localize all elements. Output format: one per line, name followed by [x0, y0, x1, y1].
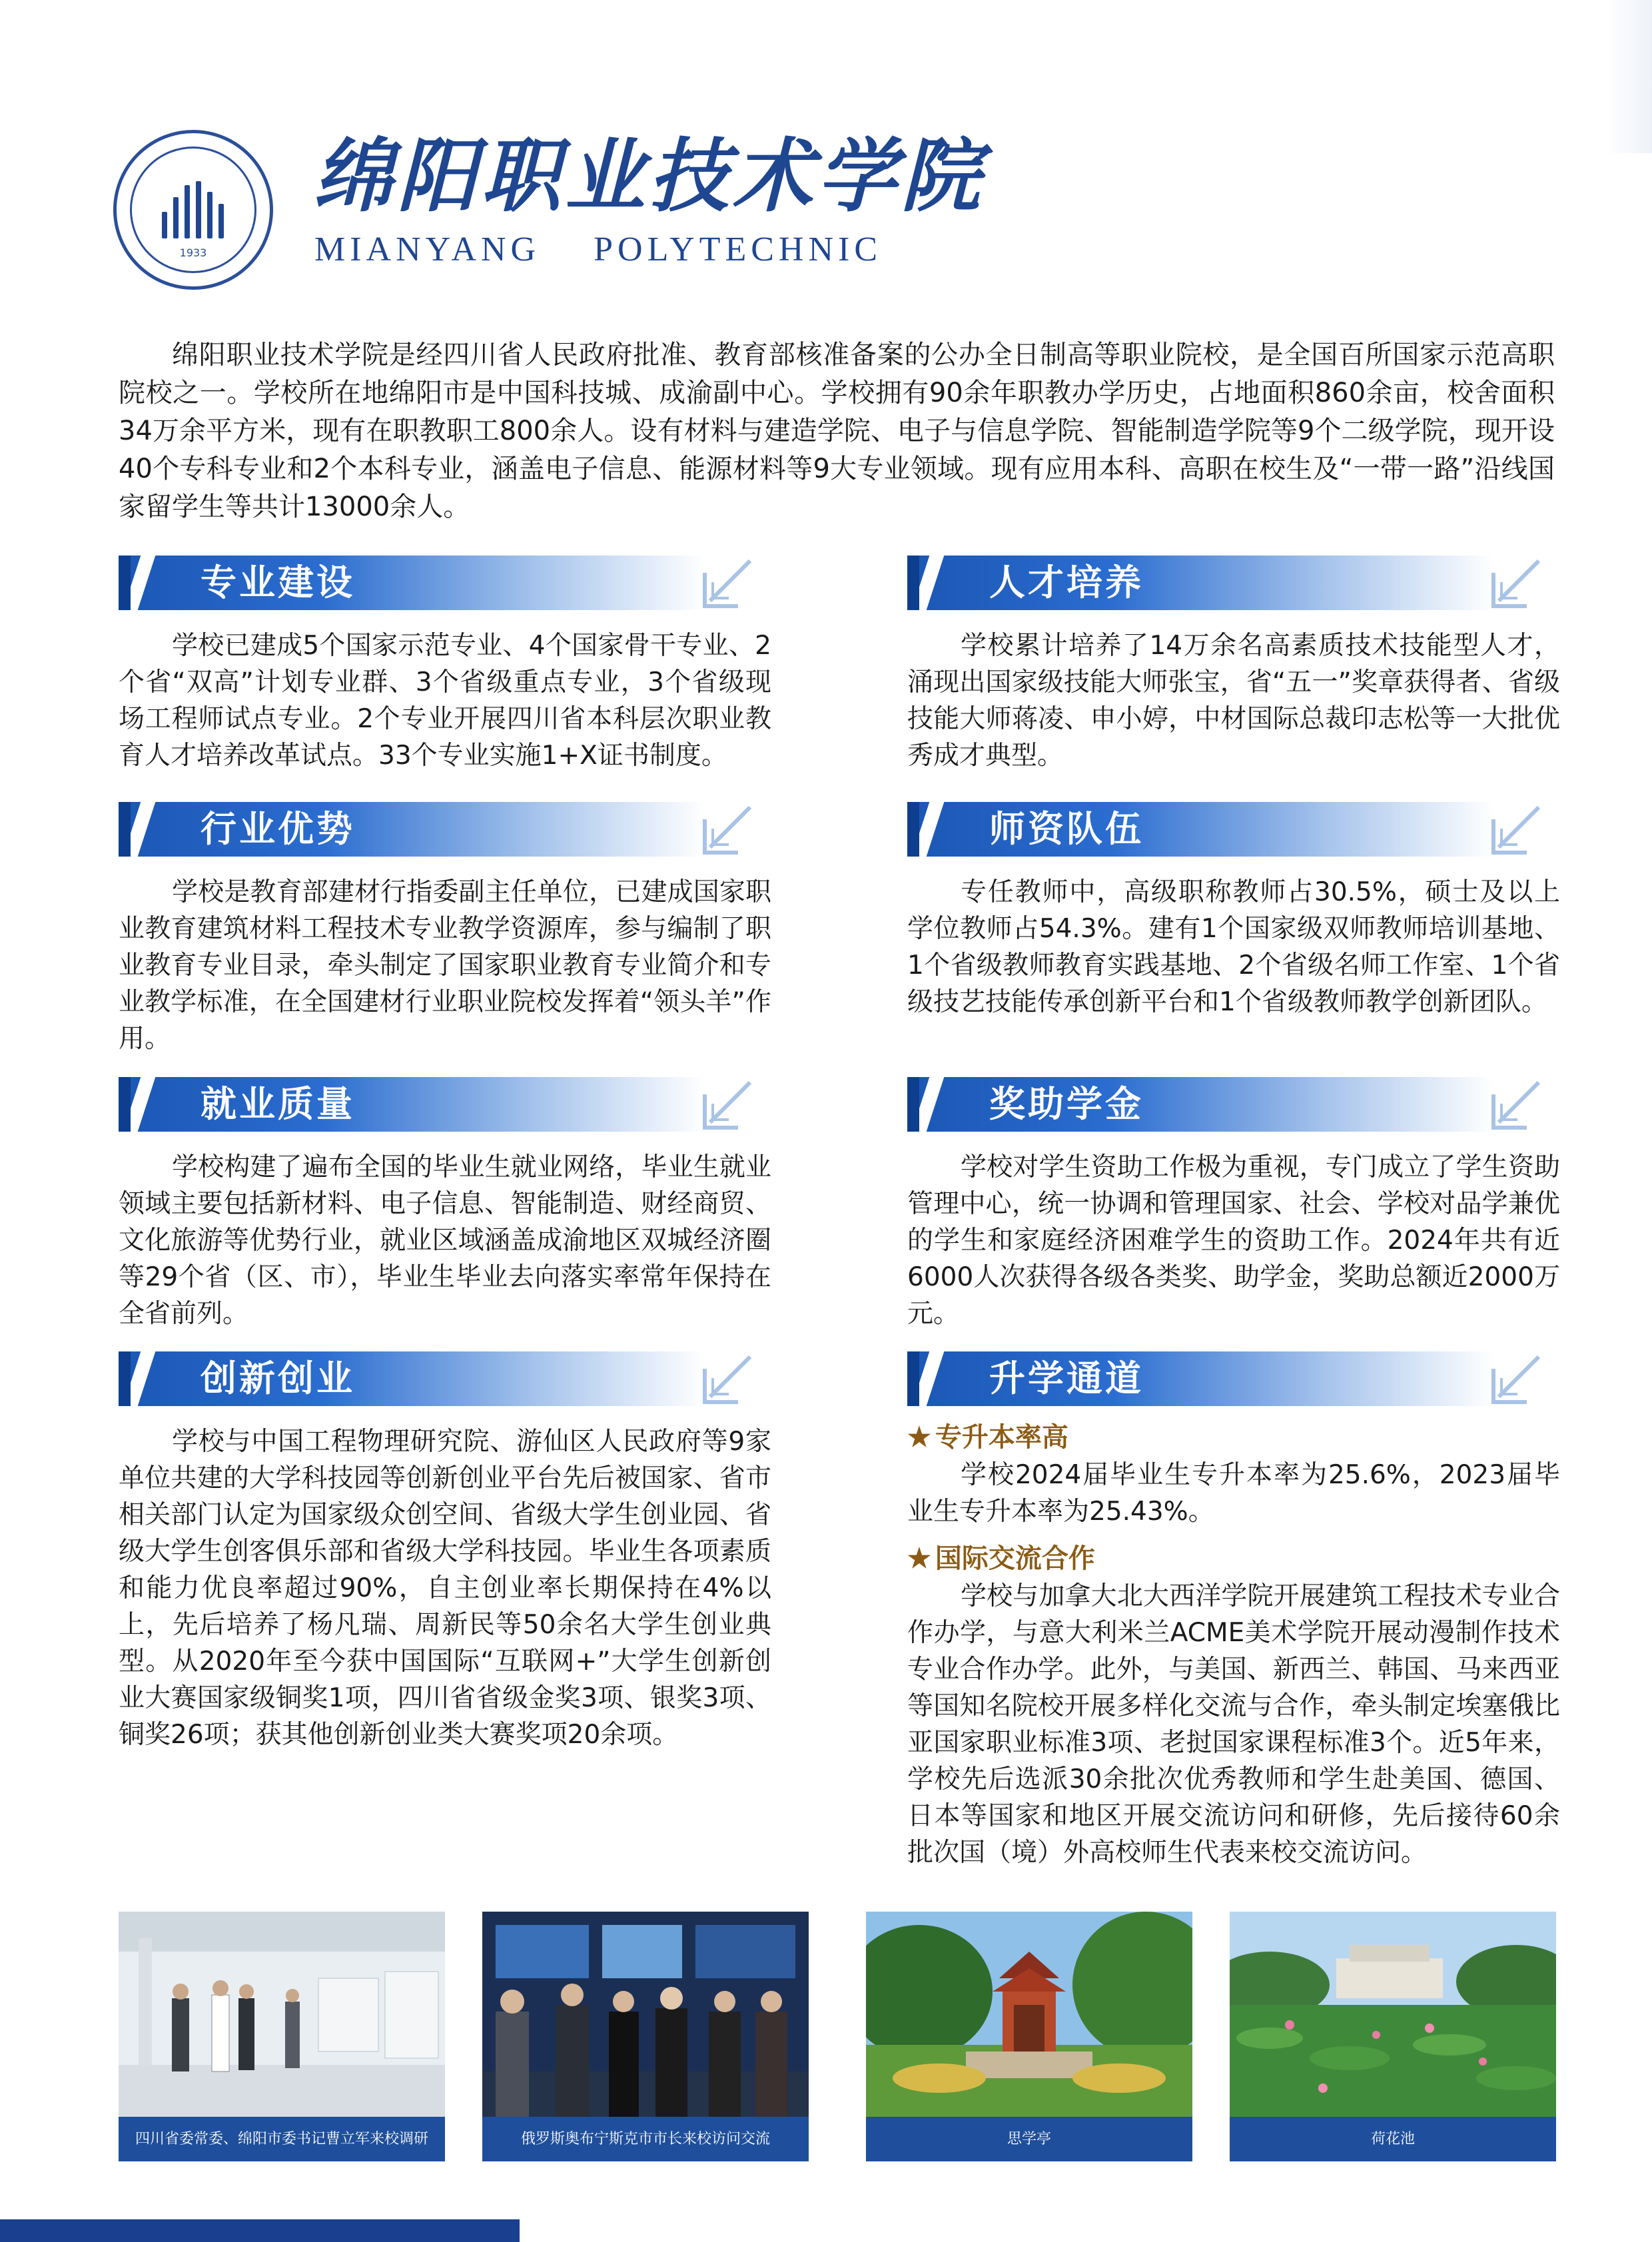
photo-card — [482, 1912, 809, 2161]
section-industry — [119, 799, 771, 1057]
photo-card — [119, 1912, 445, 2161]
section-body: 学校是教育部建材行指委副主任单位，已建成国家职业教育建筑材料工程技术专业教学资源库，参与编制了职业教育专业目录，牵头制定了国家职业教育专业简介和专业教学标准，在全国建材行业职业院校发挥着“领头羊”作用。 — [119, 877, 771, 1054]
section-header — [907, 1349, 1560, 1409]
section-header — [119, 553, 771, 613]
subsection-title-upgrade-rate — [907, 1419, 1560, 1455]
section-body: 学校构建了遍布全国的毕业生就业网络，毕业生就业领域主要包括新材料、电子信息、智能制造、财经商贸、文化旅游等优势行业，就业区域涵盖成渝地区双城经济圈等29个省（区、市），毕业生毕业去向落实率常年保持在全省前列。 — [119, 1152, 771, 1329]
subsection-title-text: 专升本率高 — [935, 1421, 1068, 1453]
section-header — [119, 1074, 771, 1134]
section-title: 师资队伍 — [989, 808, 1144, 850]
arrow-down-left-icon — [1487, 1074, 1547, 1134]
school-seal-logo — [113, 130, 273, 290]
section-specialty — [119, 553, 771, 774]
section-aid — [907, 1074, 1560, 1332]
section-header — [907, 553, 1560, 613]
section-innovation — [119, 1349, 771, 1753]
arrow-down-left-icon — [1487, 553, 1547, 613]
seal-bars-icon — [162, 181, 228, 238]
arrow-down-left-icon — [698, 553, 758, 613]
section-body: 学校与中国工程物理研究院、游仙区人民政府等9家单位共建的大学科技园等创新创业平台先后被国家、省市相关部门认定为国家级众创空间、省级大学生创业园、省级大学生创客俱乐部和省级大学科技园。毕业生各项素质和能力优良率超过90%，自主创业率长期保持在4%以上，先后培养了杨凡瑞、周新民等50余名大学生创业典型。从2020年至今获中国国际“互联网+”大学生创新创业大赛国家级铜奖1项，四川省省级金奖3项、银奖3项、铜奖26项；获其他创新创业类大赛奖项20余项。 — [119, 1427, 771, 1750]
subsection-title-text: 国际交流合作 — [935, 1543, 1095, 1574]
subsection-title-international — [907, 1541, 1560, 1577]
section-body: 专任教师中，高级职称教师占30.5%，硕士及以上学位教师占54.3%。建有1个国家级双师教师培训基地、1个省级教师教育实践基地、2个省级名师工作室、1个省级技艺技能传承创新平台和1个省级教师教学创新团队。 — [907, 877, 1560, 1017]
section-title: 奖助学金 — [989, 1083, 1144, 1125]
seal-year: 1933 — [179, 246, 207, 259]
arrow-down-left-icon — [698, 799, 758, 859]
section-advance — [907, 1349, 1560, 1871]
section-title: 人才培养 — [989, 561, 1144, 603]
arrow-down-left-icon — [698, 1349, 758, 1409]
section-title: 专业建设 — [201, 561, 355, 603]
photo-caption: 俄罗斯奥布宁斯克市市长来校访问交流 — [482, 2117, 809, 2161]
photo-card — [866, 1912, 1192, 2161]
school-name-cn: 绵阳职业技术学院 — [313, 129, 985, 223]
section-title: 升学通道 — [989, 1357, 1144, 1399]
photo-caption: 思学亭 — [866, 2117, 1192, 2161]
section-body: 学校累计培养了14万余名高素质技术技能型人才，涌现出国家级技能大师张宝，省“五一”奖章获得者、省级技能大师蒋凌、申小婷，中材国际总裁印志松等一大批优秀成才典型。 — [907, 631, 1560, 771]
page-corner-fold — [1605, 0, 1652, 153]
photo-caption: 荷花池 — [1230, 2117, 1556, 2161]
section-header — [907, 1074, 1560, 1134]
section-body: 学校对学生资助工作极为重视，专门成立了学生资助管理中心，统一协调和管理国家、社会、学校对品学兼优的学生和家庭经济困难学生的资助工作。2024年共有近6000人次获得各级各类奖、助学金，奖助总额近2000万元。 — [907, 1152, 1560, 1329]
star-icon: ★ — [907, 1543, 931, 1574]
section-header — [119, 799, 771, 859]
section-title: 行业优势 — [201, 808, 355, 850]
visit-photo — [119, 1912, 445, 2117]
section-title: 创新创业 — [201, 1357, 355, 1399]
pavilion-photo — [866, 1912, 1192, 2117]
section-header — [907, 799, 1560, 859]
footer-bar — [0, 2219, 520, 2242]
photo-card — [1230, 1912, 1556, 2161]
arrow-down-left-icon — [1487, 799, 1547, 859]
lotus-pond-photo — [1230, 1912, 1556, 2117]
subsection-body: 学校与加拿大北大西洋学院开展建筑工程技术专业合作办学，与意大利米兰ACME美术学院开展动漫制作技术专业合作办学。此外，与美国、新西兰、韩国、马来西亚等国知名院校开展多样化交流与合作，牵头制定埃塞俄比亚国家职业标准3项、老挝国家课程标准3个。近5年来，学校先后选派30余批次优秀教师和学生赴美国、德国、日本等国家和地区开展交流访问和研修，先后接待60余批次国（境）外高校师生代表来校交流访问。 — [907, 1581, 1560, 1868]
delegation-photo — [482, 1912, 809, 2117]
section-title: 就业质量 — [201, 1083, 355, 1125]
arrow-down-left-icon — [698, 1074, 758, 1134]
subsection-body: 学校2024届毕业生专升本率为25.6%，2023届毕业生专升本率为25.43%。 — [907, 1460, 1560, 1527]
school-name-en: MIANYANG POLYTECHNIC — [314, 230, 883, 268]
section-talent — [907, 553, 1560, 774]
section-body: 学校已建成5个国家示范专业、4个国家骨干专业、2个省“双高”计划专业群、3个省级重点专业，3个省级现场工程师试点专业。2个专业开展四川省本科层次职业教育人才培养改革试点。33个专业实施1+X证书制度。 — [119, 631, 771, 771]
section-employment — [119, 1074, 771, 1332]
intro-paragraph: 绵阳职业技术学院是经四川省人民政府批准、教育部核准备案的公办全日制高等职业院校，是全国百所国家示范高职院校之一。学校所在地绵阳市是中国科技城、成渝副中心。学校拥有90余年职教办学历史，占地面积860余亩，校舍面积34万余平方米，现有在职教职工800余人。设有材料与建造学院、电子与信息学院、智能制造学院等9个二级学院，现开设40个专科专业和2个本科专业，涵盖电子信息、能源材料等9大专业领域。现有应用本科、高职在校生及“一带一路”沿线国家留学生等共计13000余人。 — [119, 340, 1555, 522]
star-icon: ★ — [907, 1421, 931, 1453]
photo-caption: 四川省委常委、绵阳市委书记曹立军来校调研 — [119, 2117, 445, 2161]
arrow-down-left-icon — [1487, 1349, 1547, 1409]
section-faculty — [907, 799, 1560, 1020]
section-header — [119, 1349, 771, 1409]
